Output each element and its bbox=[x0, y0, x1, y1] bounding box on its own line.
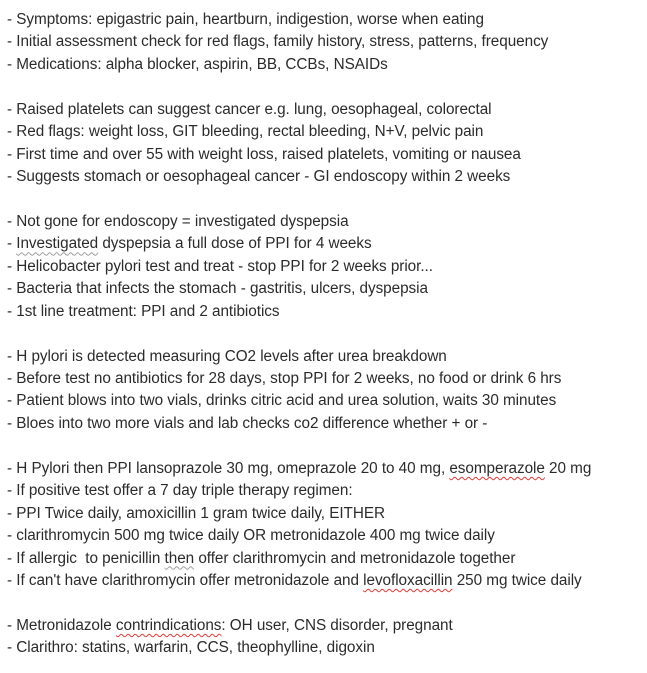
line-text: 250 mg twice daily bbox=[452, 571, 582, 589]
note-line bbox=[7, 615, 643, 637]
misspelled-word[interactable]: levofloxacillin bbox=[363, 571, 453, 589]
note-line: - Not gone for endoscopy = investigated dyspepsia bbox=[7, 212, 349, 230]
note-line: - If positive test offer a 7 day triple therapy regimen: bbox=[7, 482, 353, 500]
note-line: - PPI Twice daily, amoxicillin 1 gram twice daily, EITHER bbox=[7, 504, 385, 522]
note-line: - Raised platelets can suggest cancer e.g. lung, oesophageal, colorectal bbox=[7, 100, 492, 118]
line-text: - If allergic to penicillin bbox=[7, 549, 165, 567]
note-line bbox=[7, 458, 643, 480]
note-line: - H pylori is detected measuring CO2 levels after urea breakdown bbox=[7, 347, 447, 365]
line-text: dyspepsia a full dose of PPI for 4 weeks bbox=[98, 235, 372, 253]
line-text: - Metronidazole bbox=[7, 616, 116, 634]
note-line: - 1st line treatment: PPI and 2 antibiotics bbox=[7, 302, 280, 320]
note-line: - Medications: alpha blocker, aspirin, BB, CCBs, NSAIDs bbox=[7, 55, 388, 73]
line-text: - H Pylori then PPI lansoprazole 30 mg, omeprazole 20 to 40 mg, bbox=[7, 459, 450, 477]
line-text: : OH user, CNS disorder, pregnant bbox=[221, 616, 453, 634]
note-line: - Patient blows into two vials, drinks citric acid and urea solution, waits 30 minutes bbox=[7, 392, 557, 410]
note-line: - Red flags: weight loss, GIT bleeding, rectal bleeding, N+V, pelvic pain bbox=[7, 123, 484, 141]
note-line: - Bloes into two more vials and lab checks co2 difference whether + or - bbox=[7, 414, 488, 432]
note-line: - Initial assessment check for red flags, family history, stress, patterns, frequency bbox=[7, 33, 549, 51]
note-line bbox=[7, 548, 643, 570]
note-line: - Bacteria that infects the stomach - gastritis, ulcers, dyspepsia bbox=[7, 280, 428, 298]
blank-line bbox=[7, 592, 643, 614]
grammar-flagged-word[interactable]: then bbox=[164, 549, 195, 567]
note-line: - Clarithro: statins, warfarin, CCS, theophylline, digoxin bbox=[7, 639, 375, 657]
note-line: - Helicobacter pylori test and treat - stop PPI for 2 weeks prior... bbox=[7, 257, 433, 275]
line-text: offer clarithromycin and metronidazole together bbox=[194, 549, 516, 567]
note-line: - Symptoms: epigastric pain, heartburn, indigestion, worse when eating bbox=[7, 11, 484, 28]
misspelled-word[interactable]: contrindications bbox=[115, 616, 222, 634]
note-line bbox=[7, 233, 643, 255]
blank-line bbox=[7, 189, 643, 211]
notes-document bbox=[7, 9, 643, 660]
misspelled-word[interactable]: esomperazole bbox=[449, 459, 545, 477]
blank-line bbox=[7, 435, 643, 457]
line-prefix: - bbox=[7, 235, 17, 253]
note-line: - clarithromycin 500 mg twice daily OR metronidazole 400 mg twice daily bbox=[7, 527, 495, 545]
note-line: - Suggests stomach or oesophageal cancer - GI endoscopy within 2 weeks bbox=[7, 168, 511, 186]
blank-line bbox=[7, 323, 643, 345]
line-text: - If can't have clarithromycin offer metronidazole and bbox=[7, 571, 364, 589]
note-line: - First time and over 55 with weight loss, raised platelets, vomiting or nausea bbox=[7, 145, 521, 163]
line-text: 20 mg bbox=[544, 459, 592, 477]
note-line bbox=[7, 570, 643, 592]
grammar-flagged-word[interactable]: Investigated bbox=[16, 235, 99, 253]
blank-line bbox=[7, 76, 643, 98]
note-line: - Before test no antibiotics for 28 days, stop PPI for 2 weeks, no food or drink 6 hrs bbox=[7, 370, 562, 387]
